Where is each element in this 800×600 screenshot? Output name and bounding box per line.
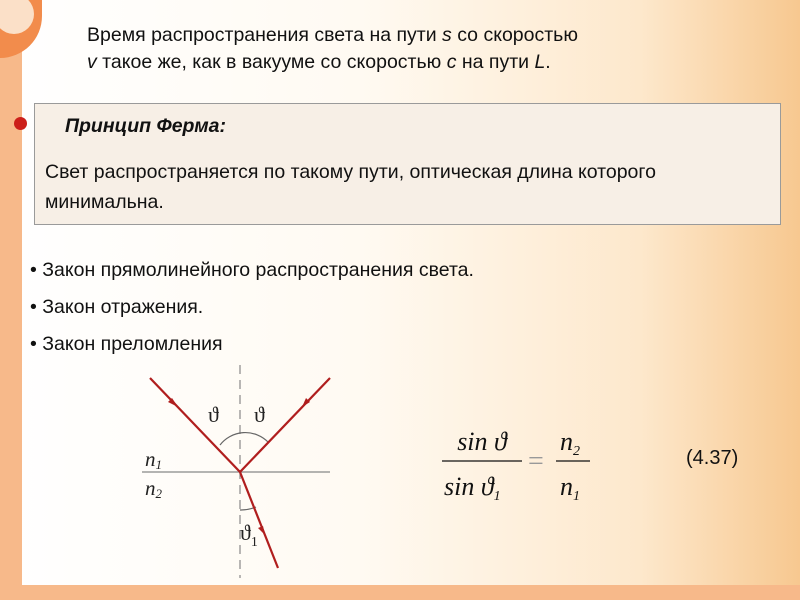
list-item: • Закон прямолинейного распространения света. bbox=[30, 252, 474, 289]
formula-denominator-left: sin ϑ1 bbox=[444, 472, 501, 504]
bullet-dot bbox=[14, 117, 27, 130]
list-item: • Закон преломления bbox=[30, 326, 474, 363]
n1-label: n1 bbox=[145, 447, 162, 472]
laws-list bbox=[30, 252, 474, 363]
formula-equals: = bbox=[528, 446, 544, 477]
snell-formula bbox=[430, 415, 610, 515]
fermat-title: Принцип Ферма: bbox=[65, 115, 226, 137]
slide-frame-left bbox=[0, 0, 22, 600]
angle-refraction-label: $ϑ_1$ bbox=[240, 520, 258, 550]
n2-label: n2 bbox=[145, 476, 162, 501]
slide-frame-bottom bbox=[0, 585, 800, 600]
equation-number: (4.37) bbox=[686, 447, 739, 469]
refraction-diagram bbox=[120, 360, 350, 585]
angle-arc-top bbox=[220, 433, 268, 445]
angle-incidence-label: ϑ bbox=[208, 402, 219, 427]
formula-numerator-left: sin ϑ bbox=[457, 427, 507, 456]
formula-denominator-right: n1 bbox=[560, 472, 580, 504]
incident-ray bbox=[150, 378, 240, 472]
formula-numerator-right: n2 bbox=[560, 427, 580, 459]
fermat-text: Свет распространяется по такому пути, оптическая длина которого минимальна. bbox=[45, 161, 656, 213]
angle-reflection-label: ϑ bbox=[254, 402, 265, 427]
list-item: • Закон отражения. bbox=[30, 289, 474, 326]
refracted-arrow-icon bbox=[258, 526, 265, 535]
intro-text: Время распространения света на пути s со скоростью v такое же, как в вакууме со скоростью c на пути L. bbox=[87, 24, 578, 73]
